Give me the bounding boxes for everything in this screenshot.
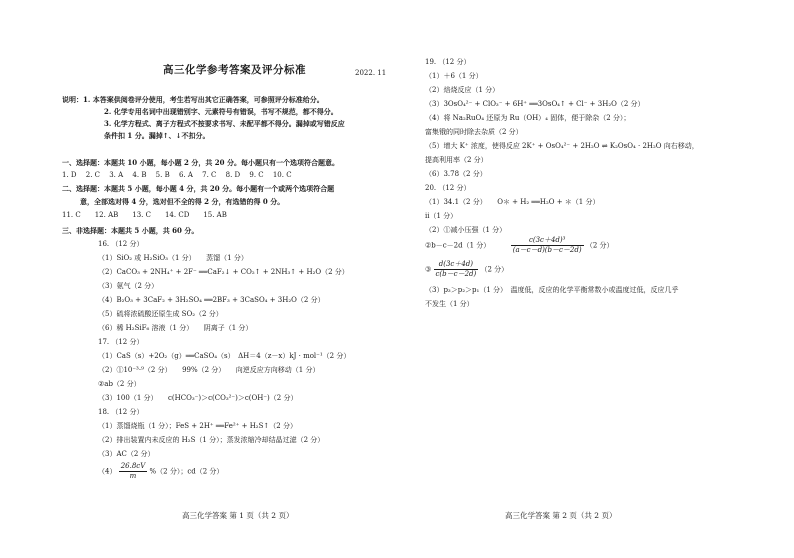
q17-title: 17. （12 分）: [98, 338, 144, 346]
q20-title: 20. （12 分）: [425, 184, 471, 192]
answer-page-2: [405, 0, 794, 558]
note-4: 条件扣 1 分。漏掉↑、↓不扣分。: [104, 131, 210, 140]
q18-answer-3: （3）AC（2 分）: [98, 450, 155, 458]
q20-answer-2c-suffix: （2 分）: [480, 265, 509, 274]
q20-answer-2b-prefix: ②b－c－2d（1 分）: [425, 241, 491, 250]
note-2: 2. 化学专用名词中出现错别字、元素符号有错误，书写不规范，都不得分。: [104, 107, 338, 116]
q20-fraction-k: [511, 236, 584, 255]
q20-answer-1: （1）34.1（2 分） O＊ + H₂ ══H₂O + ＊（1 分）: [425, 198, 600, 206]
q19-answer-5b: 提高利用率（2 分）: [425, 156, 488, 164]
note-1: 说明：1. 本答案供阅卷评分使用，考生若写出其它正确答案，可参照评分标准给分。: [62, 95, 324, 104]
page-1-footer: 高三化学答案 第 1 页（共 2 页）: [182, 511, 294, 520]
q19-answer-6: （6）3.78（2 分）: [425, 170, 487, 178]
q17-answer-2b: ②ab（2 分）: [98, 380, 141, 388]
page-title: 高三化学参考答案及评分标准: [163, 64, 306, 76]
q18-answer-1: （1）蒸馏烧瓶（1 分）；FeS + 2H⁺ ══Fe²⁺ + H₂S↑（2 分）: [98, 422, 297, 430]
q16-answer-1: （1）SiO₂ 或 H₂SiO₃（1 分） 蒸馏（1 分）: [98, 254, 248, 262]
section-1-answers: 1. D 2. C 3. A 4. B 5. B 6. A 7. C 8. D 9. C 10. C: [62, 171, 292, 179]
q18-answer-4-suffix: %（2 分）；cd（2 分）: [149, 467, 224, 476]
q17-answer-2: （2）①10⁻³·⁹（2 分） 99%（2 分） 向逆反应方向移动（1 分）: [98, 366, 320, 374]
q16-answer-4: （4）B₂O₃ + 3CaF₂ + 3H₂SO₄ ══2BF₃ + 3CaSO₄ + 3H₂O（2 分）: [98, 296, 325, 304]
q20-fraction-c-denominator: c(b－c－2d): [435, 270, 477, 278]
q18-fraction: [119, 462, 148, 481]
q19-answer-4: （4）将 Na₂RuO₄ 还原为 Ru（OH）₄ 固体，便于除杂（2 分）；: [425, 114, 631, 122]
q19-answer-2: （2）焙烧反应（1 分）: [425, 86, 500, 94]
q20-answer-2b: [425, 236, 614, 255]
q19-answer-3: （3）3OsO₄²⁻ + ClO₃⁻ + 6H⁺ ══3OsO₄↑ + Cl⁻ + 3H₂O（2 分）: [425, 100, 645, 108]
q18-answer-4-prefix: （4）: [98, 467, 117, 476]
q20-answer-1b: ii（1 分）: [425, 212, 458, 220]
note-3: 3. 化学方程式、离子方程式不按要求书写、未配平都不得分。漏掉或写错反应: [104, 119, 345, 128]
page-2-footer: 高三化学答案 第 2 页（共 2 页）: [505, 511, 617, 520]
q18-answer-2: （2）排出装置内未反应的 H₂S（1 分）；蒸发浓缩冷却结晶过滤（2 分）: [98, 436, 325, 444]
q20-fraction-c: [434, 260, 479, 279]
q20-fraction-c-numerator: d(3c＋4d): [434, 260, 479, 270]
q20-answer-2b-suffix: （2 分）: [585, 241, 614, 250]
section-2-heading-line-1: 二、选择题：本题共 5 小题，每小题 4 分，共 20 分。每小题有一个或两个选项符合题: [62, 184, 335, 193]
q20-fraction-k-denominator: (a－c－d)(b－c－2d): [512, 246, 582, 254]
q18-answer-4: [98, 462, 223, 481]
q16-answer-2: （2）CaCO₃ + 2NH₄⁺ + 2F⁻ ══CaF₂↓ + CO₂↑ + 2NH₃↑ + H₂O（2 分）: [98, 268, 349, 276]
q18-fraction-denominator: m: [129, 472, 137, 480]
q17-answer-3: （3）100（1 分） c(HCO₃⁻)＞c(CO₃²⁻)＞c(OH⁻)（2 分）: [98, 394, 298, 402]
section-2-heading-line-2: 意，全部选对得 4 分，选对但不全的得 2 分，有选错的得 0 分。: [80, 197, 285, 206]
q18-fraction-numerator: 26.8cV: [120, 462, 146, 470]
section-3-heading: 三、非选择题：本题共 5 小题，共 60 分。: [62, 226, 199, 235]
q19-answer-4b: 富集锇的同时除去杂质（2 分）: [425, 128, 523, 136]
q20-answer-3: （3）p₃＞p₂＞p₁（1 分） 温度低，反应的化学平衡常数小或温度过低，反应几乎: [425, 286, 679, 294]
section-1-heading: 一、选择题：本题共 10 小题，每小题 2 分，共 20 分。每小题只有一个选项符合题意。: [62, 158, 339, 167]
q16-title: 16. （12 分）: [98, 240, 144, 248]
q17-answer-1: （1）CaS（s）+2O₂（g）══CaSO₄（s） ΔH＝4（z－x）kJ · mol⁻¹（2 分）: [98, 352, 351, 360]
q16-answer-5: （5）硫将浓硫酸还原生成 SO₂（2 分）: [98, 310, 223, 318]
q20-answer-2c-prefix: ③: [425, 265, 432, 274]
exam-date: 2022. 11: [355, 69, 387, 77]
q20-fraction-k-numerator: c(3c＋4d)³: [511, 236, 584, 246]
q18-title: 18. （12 分）: [98, 408, 144, 416]
q19-title: 19. （12 分）: [425, 58, 471, 66]
q19-answer-1: （1）＋6（1 分）: [425, 72, 483, 80]
q19-answer-5: （5）增大 K⁺ 浓度，使得反应 2K⁺ + OsO₄²⁻ + 2H₂O ⇌ K₂OsO₄ · 2H₂O 向右移动，: [425, 142, 699, 150]
q20-answer-2c: [425, 260, 508, 279]
q20-answer-2: （2）①减小压强（1 分）: [425, 226, 507, 234]
section-2-answers: 11. C 12. AB 13. C 14. CD 15. AB: [62, 211, 227, 219]
q20-answer-3b: 不发生（1 分）: [425, 300, 474, 308]
q16-answer-3: （3）氨气（2 分）: [98, 282, 159, 290]
q16-answer-6: （6）稀 H₂SiF₆ 溶液（1 分） 阴离子（1 分）: [98, 324, 253, 332]
